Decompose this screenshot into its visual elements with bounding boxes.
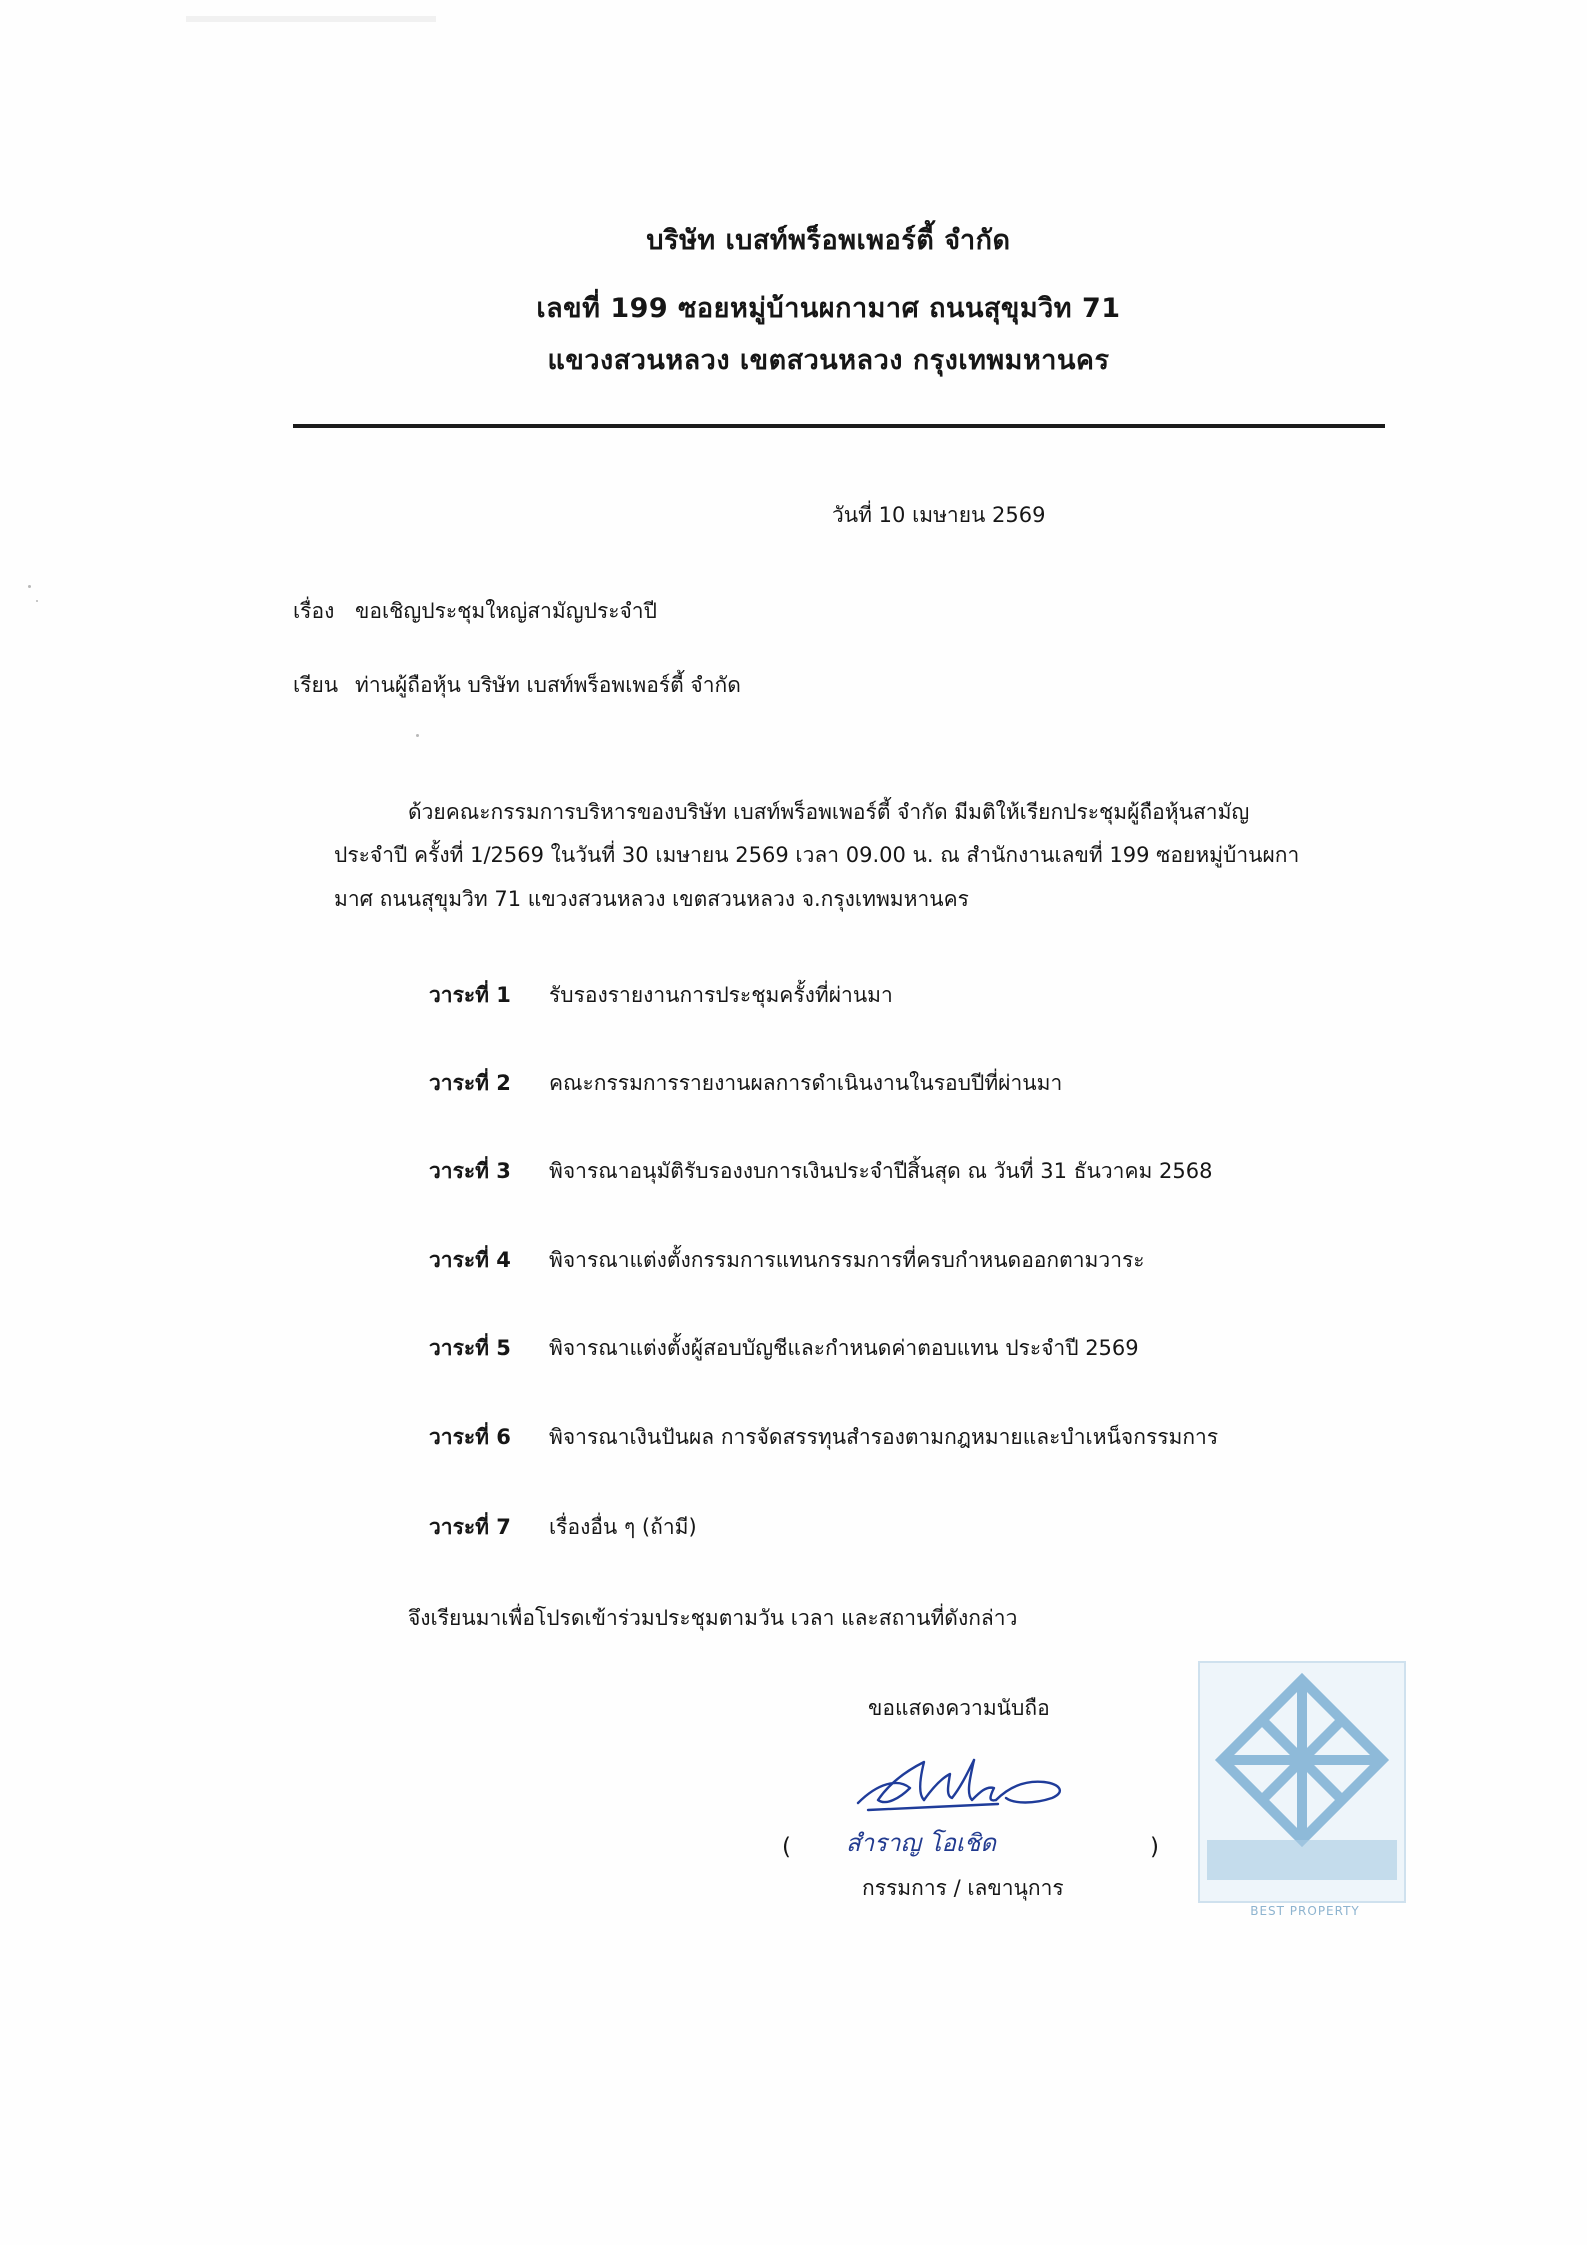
- company-seal-stamp: [1197, 1660, 1407, 1928]
- agenda-number: วาระที่ 3: [429, 1159, 511, 1183]
- scan-speck: [36, 600, 38, 602]
- agenda-text: คณะกรรมการรายงานผลการดำเนินงานในรอบปีที่ผ่านมา: [549, 1071, 1063, 1095]
- agenda-text: พิจารณาเงินปันผล การจัดสรรทุนสำรองตามกฎหมายและบำเหน็จกรรมการ: [549, 1425, 1219, 1449]
- subject-line: [293, 601, 657, 622]
- recipient-label: เรียน: [293, 673, 339, 697]
- agenda-number: วาระที่ 6: [429, 1425, 511, 1449]
- agenda-item: [429, 1517, 697, 1538]
- agenda-text: รับรองรายงานการประชุมครั้งที่ผ่านมา: [549, 983, 893, 1007]
- agenda-item: [429, 985, 893, 1006]
- body-line-3: มาศ ถนนสุขุมวิท 71 แขวงสวนหลวง เขตสวนหลวง จ.กรุงเทพมหานคร: [334, 887, 969, 911]
- subject-text: ขอเชิญประชุมใหญ่สามัญประจำปี: [355, 599, 657, 623]
- scan-speck: [28, 585, 31, 588]
- signatory-name: สำราญ โอเชิด: [846, 1829, 996, 1857]
- body-line-2: ประจำปี ครั้งที่ 1/2569 ในวันที่ 30 เมษายน 2569 เวลา 09.00 น. ณ สำนักงานเลขที่ 199 ซอยหมู่บ้านผกา: [334, 843, 1300, 867]
- signatory-position: กรรมการ / เลขานุการ: [862, 1876, 1064, 1900]
- agenda-text: พิจารณาอนุมัติรับรองงบการเงินประจำปีสิ้นสุด ณ วันที่ 31 ธันวาคม 2568: [549, 1159, 1213, 1183]
- agenda-item: [429, 1338, 1139, 1359]
- company-name: บริษัท เบสท์พร็อพเพอร์ตี้ จำกัด: [646, 225, 1011, 256]
- signature-image: [838, 1748, 1088, 1838]
- letterhead-divider: [293, 424, 1385, 428]
- letter-date: วันที่ 10 เมษายน 2569: [832, 503, 1046, 527]
- body-line-1: ด้วยคณะกรรมการบริหารของบริษัท เบสท์พร็อพเพอร์ตี้ จำกัด มีมติให้เรียกประชุมผู้ถือหุ้นสามัญ: [408, 800, 1250, 824]
- agenda-text: พิจารณาแต่งตั้งผู้สอบบัญชีและกำหนดค่าตอบแทน ประจำปี 2569: [549, 1336, 1139, 1360]
- agenda-item: [429, 1161, 1212, 1182]
- agenda-text: เรื่องอื่น ๆ (ถ้ามี): [549, 1515, 697, 1539]
- closing-sentence: จึงเรียนมาเพื่อโปรดเข้าร่วมประชุมตามวัน เวลา และสถานที่ดังกล่าว: [408, 1606, 1018, 1630]
- recipient-text: ท่านผู้ถือหุ้น บริษัท เบสท์พร็อพเพอร์ตี้ จำกัด: [355, 673, 741, 697]
- recipient-line: [293, 675, 741, 696]
- agenda-number: วาระที่ 7: [429, 1515, 511, 1539]
- scan-speck: [416, 734, 419, 737]
- agenda-item: [429, 1073, 1062, 1094]
- agenda-item: [429, 1427, 1218, 1448]
- agenda-item: [429, 1250, 1145, 1271]
- agenda-number: วาระที่ 5: [429, 1336, 511, 1360]
- subject-label: เรื่อง: [293, 599, 335, 623]
- agenda-number: วาระที่ 2: [429, 1071, 511, 1095]
- scan-edge-mark: [186, 16, 436, 22]
- signatory-paren-close: ): [1150, 1834, 1159, 1860]
- signatory-paren-open: (: [782, 1834, 791, 1860]
- agenda-number: วาระที่ 4: [429, 1248, 511, 1272]
- company-address-line-2: แขวงสวนหลวง เขตสวนหลวง กรุงเทพมหานคร: [547, 345, 1110, 376]
- stamp-lettering: BEST PROPERTY: [1250, 1904, 1360, 1918]
- company-address-line-1: เลขที่ 199 ซอยหมู่บ้านผกามาศ ถนนสุขุมวิท 71: [536, 293, 1121, 324]
- regards-line: ขอแสดงความนับถือ: [868, 1696, 1050, 1720]
- agenda-text: พิจารณาแต่งตั้งกรรมการแทนกรรมการที่ครบกำหนดออกตามวาระ: [549, 1248, 1145, 1272]
- agenda-number: วาระที่ 1: [429, 983, 511, 1007]
